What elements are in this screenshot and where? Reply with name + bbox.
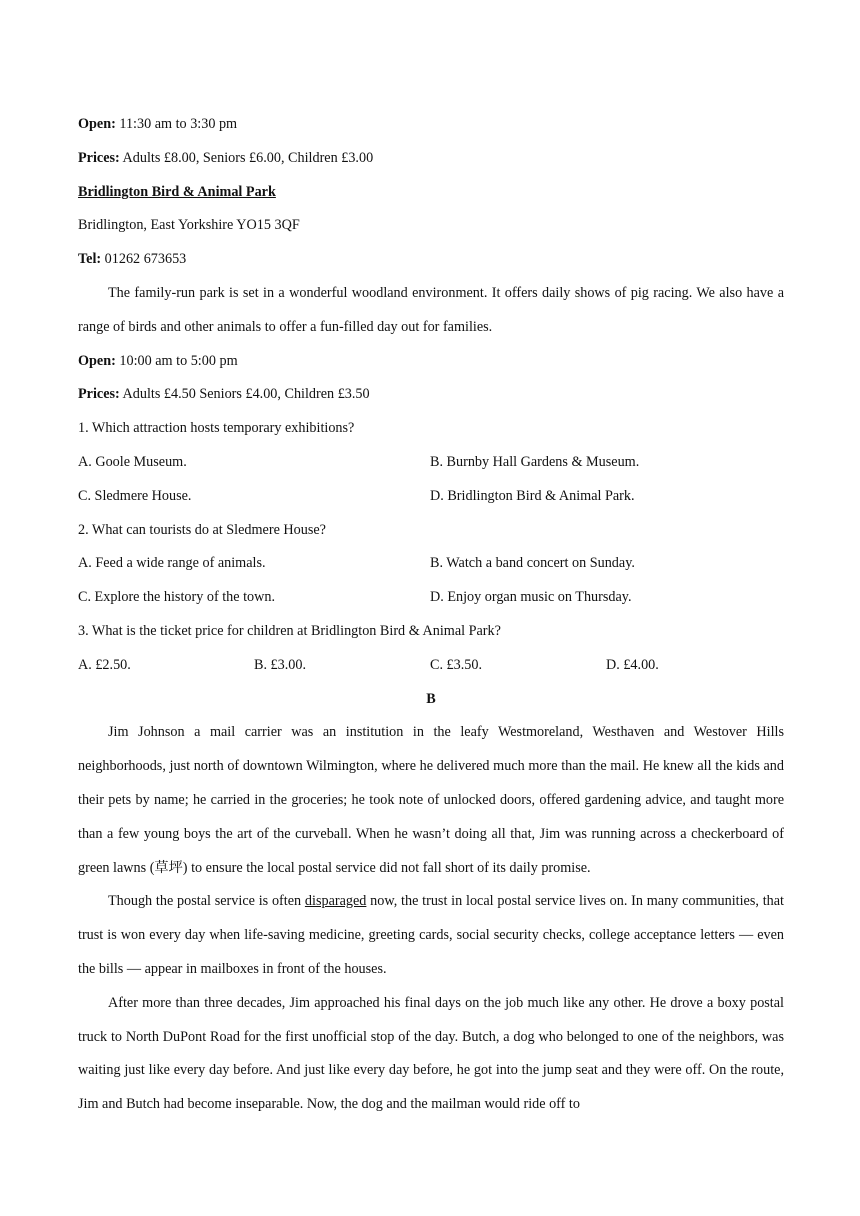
tel-value: 01262 673653 [101, 251, 187, 268]
option-a: A. Goole Museum. [78, 453, 187, 470]
bridlington-title [78, 176, 784, 210]
option-c: C. Sledmere House. [78, 487, 192, 504]
bridlington-address: Bridlington, East Yorkshire YO15 3QF [78, 217, 300, 234]
prices-value: Adults £8.00, Seniors £6.00, Children £3.00 [119, 149, 374, 166]
underlined-word: disparaged [304, 893, 367, 910]
question-1-stem: 1. Which attraction hosts temporary exhibitions? [78, 420, 355, 437]
open-label: Open: [78, 352, 116, 369]
open-value: 10:00 am to 5:00 pm [115, 352, 238, 369]
bridlington-tel-line [78, 243, 784, 277]
option-d: D. £4.00. [606, 656, 659, 673]
passage-paragraph-1: Jim Johnson a mail carrier was an institution in the leafy Westmoreland, Westhaven and Westover Hills neighborhoods, just north of downtown Wilmington, where he delivered much more than the mail. He knew all the kids and their pets by name; he carried in the groceries; he took note of unlocked doors, offered gardening advice, and taught more than a few young boys the art of the curveball. When he wasn’t doing all that, Jim was running across a checkerboard of green lawns (草坪) to ensure the local postal service did not fall short of its daily promise. [78, 724, 784, 876]
question-2-stem: 2. What can tourists do at Sledmere House? [78, 521, 326, 538]
question-2-options-row-1 [78, 547, 784, 581]
option-c: C. £3.50. [430, 656, 483, 673]
open-label: Open: [78, 116, 116, 132]
option-c: C. Explore the history of the town. [78, 589, 276, 606]
question-1-options-row-2 [78, 480, 784, 514]
option-b: B. £3.00. [254, 656, 307, 673]
question-1-options-row-1 [78, 446, 784, 480]
document-page [78, 108, 784, 1122]
open-value: 11:30 am to 3:30 pm [115, 116, 238, 132]
prices-label: Prices: [78, 149, 120, 166]
bridlington-description: The family-run park is set in a wonderful woodland environment. It offers daily shows of pig racing. We also have a range of birds and other animals to offer a fun-filled day out for families. [78, 284, 784, 335]
prices-label: Prices: [78, 386, 120, 403]
question-2-options-row-2 [78, 581, 784, 615]
bridlington-open-line [78, 345, 784, 379]
option-a: A. £2.50. [78, 656, 131, 673]
attraction-name: Bridlington Bird & Animal Park [78, 183, 276, 200]
bridlington-prices-line [78, 378, 784, 412]
paragraph-2-text-start: Though the postal service is often [108, 893, 305, 910]
option-d: D. Enjoy organ music on Thursday. [430, 589, 632, 606]
option-a: A. Feed a wide range of animals. [78, 555, 266, 572]
option-d: D. Bridlington Bird & Animal Park. [430, 487, 635, 504]
goole-open-line [78, 108, 784, 142]
prices-value: Adults £4.50 Seniors £4.00, Children £3.50 [119, 386, 370, 403]
passage-paragraph-2 [78, 885, 784, 986]
question-3-options-row [78, 649, 784, 683]
tel-label: Tel: [78, 251, 102, 268]
option-b: B. Watch a band concert on Sunday. [430, 555, 635, 572]
passage-paragraph-3: After more than three decades, Jim approached his final days on the job much like any other. He drove a boxy postal truck to North DuPont Road for the first unofficial stop of the day. Butch, a dog who belonged to one of the neighbors, was waiting just like every day before. And just like every day before, he got into the jump seat and they were off. On the route, Jim and Butch had become inseparable. Now, the dog and the mailman would ride off to [78, 994, 784, 1113]
section-heading: B [426, 690, 436, 707]
goole-prices-line [78, 142, 784, 176]
paragraph-2-text-end: now, the trust in local postal service lives on. In many communities, that trust is won every day when life-saving medicine, greeting cards, social security checks, college acceptance letters — even the bills — appear in mailboxes in front of the houses. [78, 893, 784, 977]
option-b: B. Burnby Hall Gardens & Museum. [430, 453, 640, 470]
question-3-stem: 3. What is the ticket price for children at Bridlington Bird & Animal Park? [78, 622, 501, 639]
